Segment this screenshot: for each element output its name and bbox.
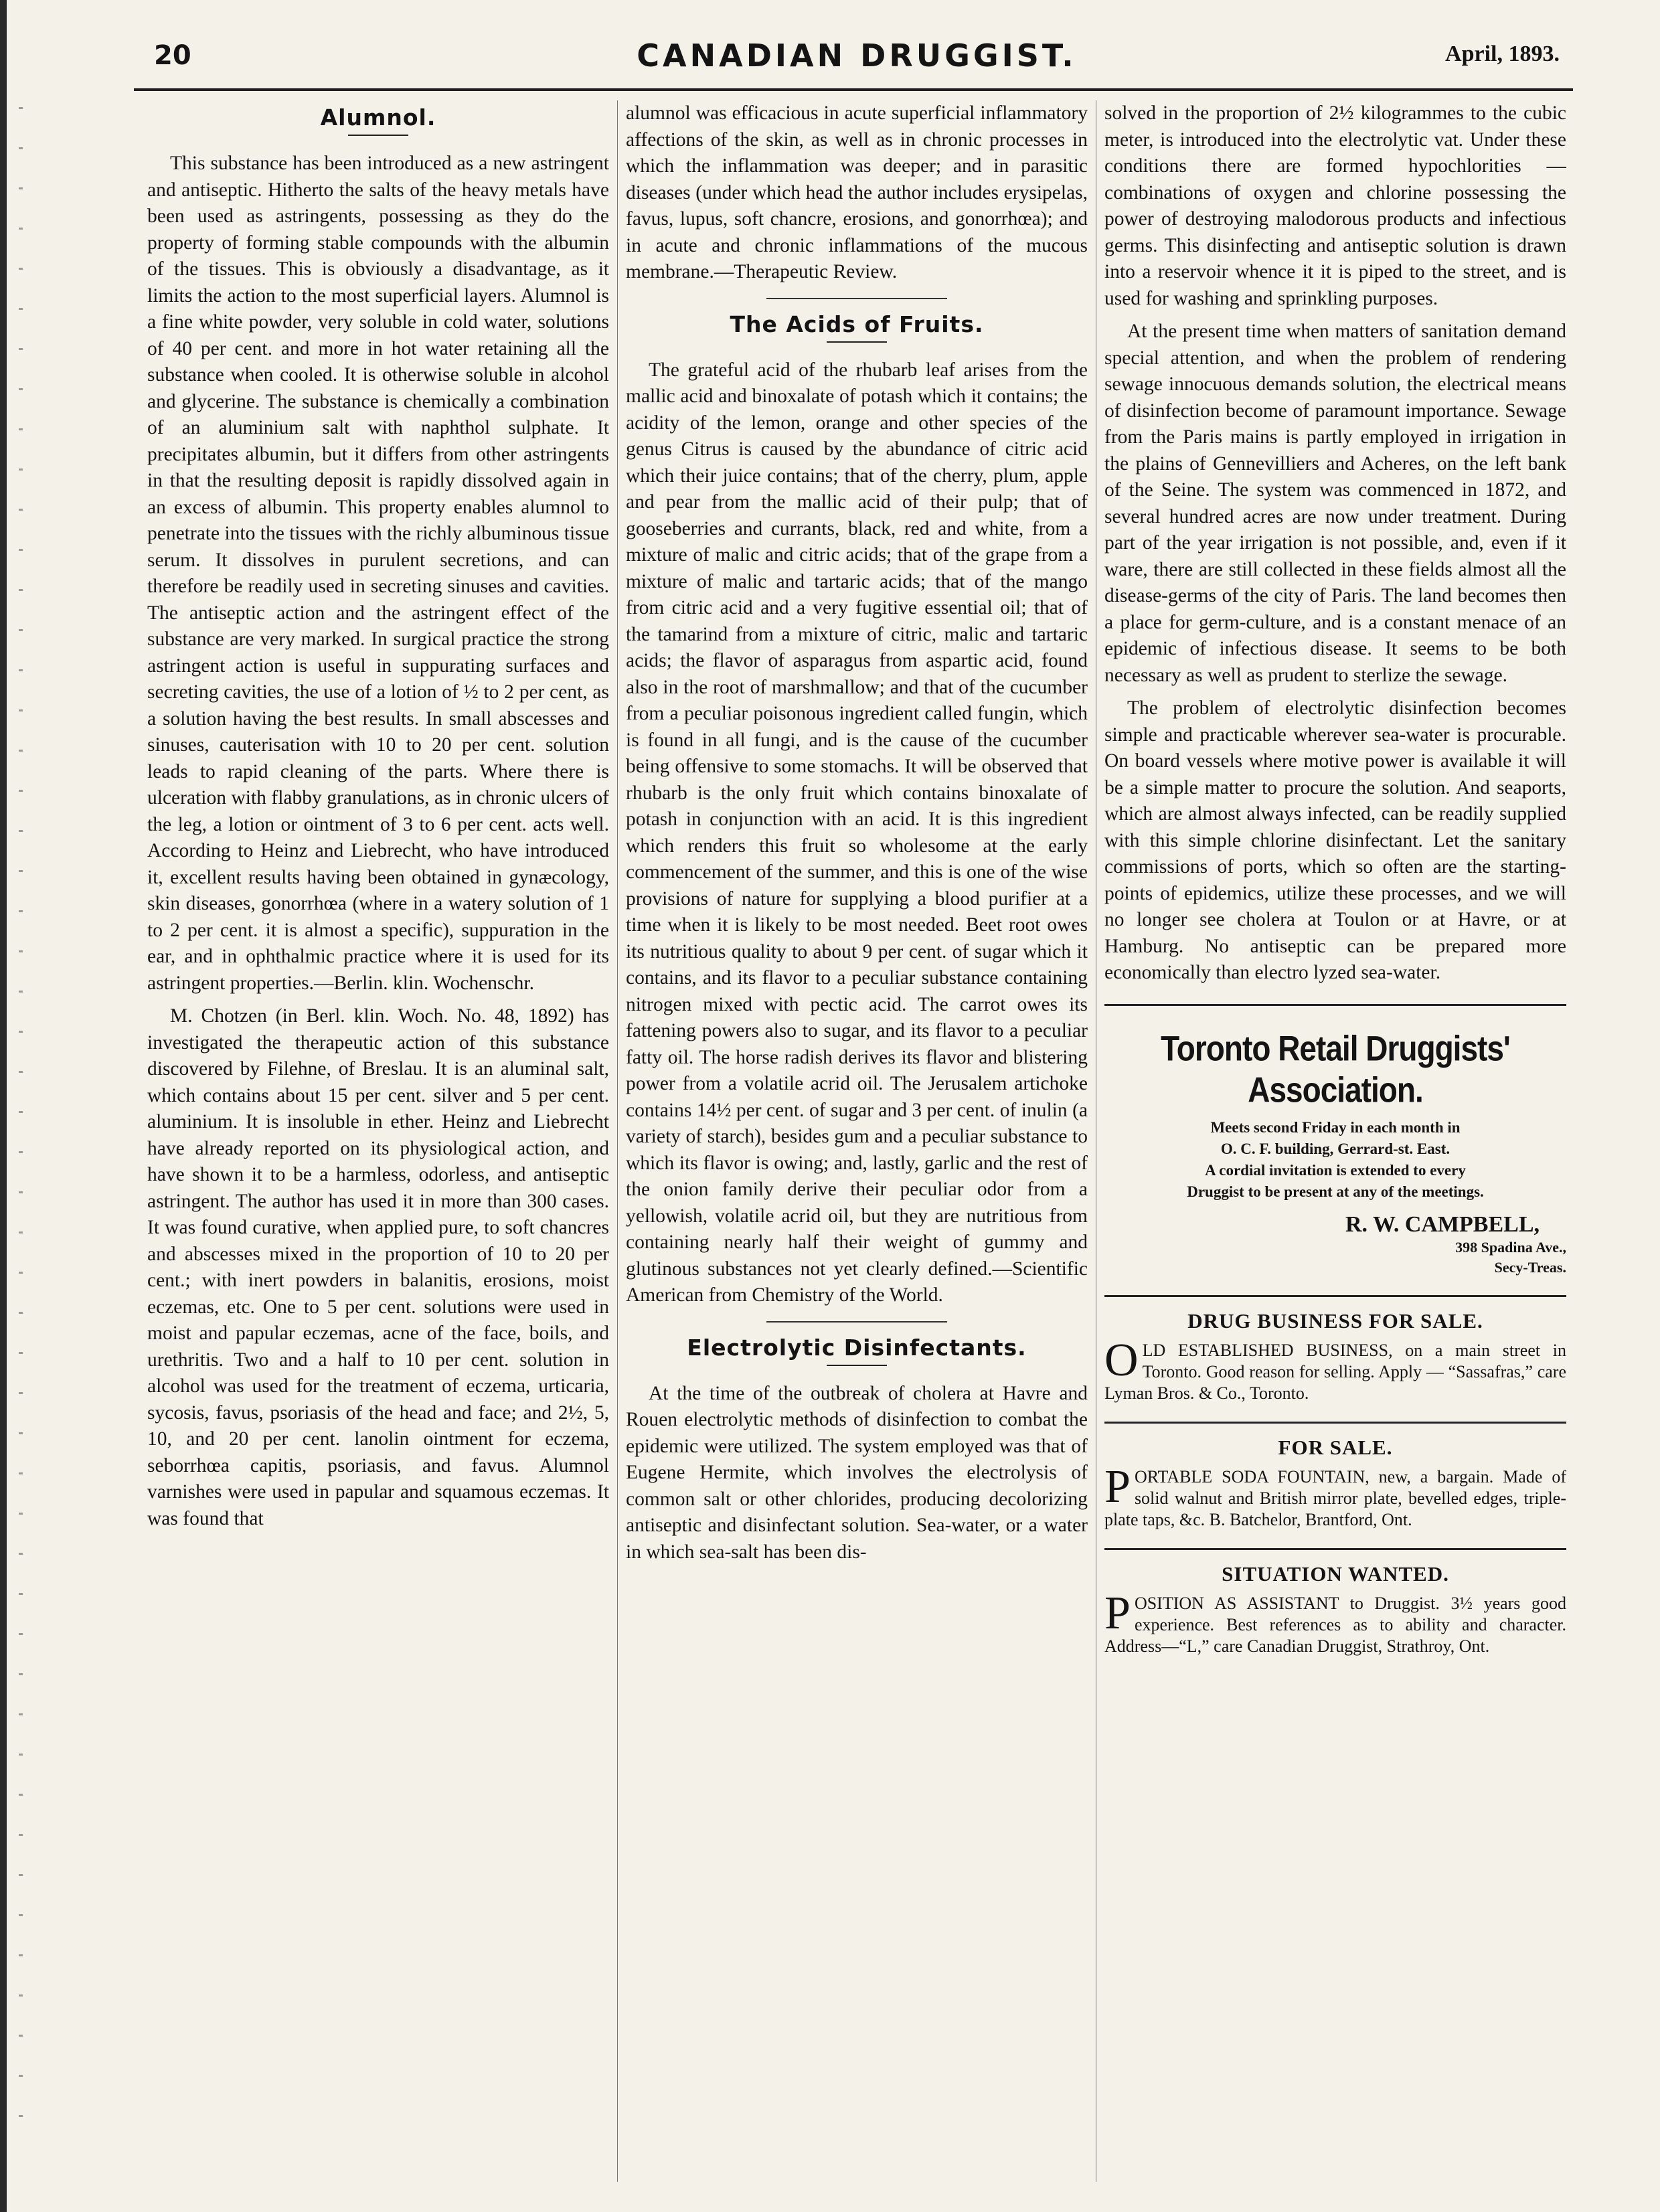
electrolytic-paragraph: At the time of the outbreak of cholera at Havre and Rouen electrolytic methods of disinfection to combat the epidemic were utilized. The system employed was that of Eugene Hermite, which involves the electrolysis of common salt or other chlorides, producing decolorizing antiseptic and disinfectant solution. Sea-water, or a water in which sea-salt has been dis- [626, 1382, 1088, 1563]
article-heading-electrolytic: Electrolytic Disinfectants. [687, 1334, 1027, 1361]
section-separator [766, 298, 947, 299]
alumnol-paragraph-2: M. Chotzen (in Berl. klin. Woch. No. 48, 1892) has investigated the therapeutic action of this substance discovered by Filehne, of Breslau. It is an aluminal salt, which contains about 15 per cent. silver and 5 per cent. aluminium. It is insoluble in ether. Heinz and Liebrecht have already reported on its physiological action, and have shown it to be a harmless, odorless, and antiseptic astringent. The author has used it in more than 300 cases. It was found curative, when applied pure, to soft chancres and abscesses mixed in the proportion of 10 to 20 per cent.; with inert powders in balanitis, erosions, moist eczemas, etc. One to 5 per cent. solutions were used in moist and papular eczemas, acne of the face, boils, and urethritis. Two and a half to 10 per cent. solution in alcohol was used for the treatment of eczema, urticaria, sycosis, favus, psoriasis of the head and face; and 2½, 5, 10, and 20 per cent. lanolin ointment for eczema, seborrhœa capitis, psoriasis, and favus. Alumnol varnishes were used in papular and squamous eczemas. It was found that [147, 1005, 609, 1529]
column-divider [617, 100, 618, 2182]
journal-title: CANADIAN DRUGGIST. [637, 37, 1077, 74]
association-line-1: Meets second Friday in each month in [1210, 1118, 1461, 1136]
margin-marks [19, 107, 23, 2148]
electrolytic-continuation: solved in the proportion of 2½ kilogrammes to the cubic meter, is introduced into the electrolytic vat. Under these conditions there are formed hypochlorities —combinations of oxygen and chlorine possessing the power of destroying malodorous products and infectious germs. This disinfecting and antiseptic solution is drawn into a reservoir whence it it is piped to the street, and is used for washing and sprinkling purposes. [1104, 102, 1566, 309]
electrolytic-paragraph-3: The problem of electrolytic disinfection becomes simple and practicable wherever sea-water is procurable. On board vessels where motive power is available it will be a simple matter to procure the solution. And seaports, which are almost always infected, can be readily supplied with this simple chlorine disinfectant. Let the sanitary commissions of ports, which so often are the starting-points of epidemics, utilize these processes, and we will no longer see cholera at Toulon or at Havre, or at Hamburg. No antiseptic can be prepared more economically than electro lyzed sea-water. [1104, 697, 1566, 983]
drop-cap: P [1104, 1587, 1131, 1639]
drug-business-ad-text: LD ESTABLISHED BUSINESS, on a main street in Toronto. Good reason for selling. Apply — “Sassafras,” care Lyman Bros. & Co., Toronto. [1104, 1340, 1566, 1403]
ad-divider [1104, 1295, 1566, 1297]
heading-rule [827, 1365, 887, 1366]
column-3 [1104, 100, 1566, 2185]
electrolytic-paragraph-2: At the present time when matters of sanitation demand special attention, and when the problem of rendering sewage innocuous demands solution, the electrical means of disinfection become of paramount importance. Sewage from the Paris mains is partly employed in irrigation in the plains of Gennevilliers and Acheres, on the left bank of the Seine. The system was commenced in 1872, and several hundred acres are now under treatment. During part of the year irrigation is not possible, and, even if it ware, there are still collected in these fields almost all the disease-germs of the city of Paris. The land becomes then a place for germ-culture, and is a constant menace of an epidemic of infectious disease. It seems to be both necessary as well as prudent to sterlize the sewage. [1104, 321, 1566, 686]
ad-divider [1104, 1548, 1566, 1550]
drug-business-ad-heading: DRUG BUSINESS FOR SALE. [1187, 1308, 1483, 1333]
binding-edge [0, 0, 7, 2212]
drug-business-ad-body [1104, 1334, 1566, 1404]
association-ad-title: Toronto Retail Druggists' Association. [1161, 1027, 1510, 1110]
drop-cap: O [1104, 1334, 1139, 1386]
for-sale-ad-body [1104, 1460, 1566, 1531]
header-rule [134, 88, 1573, 91]
page-header [154, 35, 1560, 82]
ad-divider [1104, 1422, 1566, 1424]
association-line-4: Druggist to be present at any of the meetings. [1187, 1183, 1484, 1200]
situation-ad-heading: SITUATION WANTED. [1222, 1561, 1449, 1586]
fruit-acids-paragraph: The grateful acid of the rhubarb leaf arises from the mallic acid and binoxalate of potash which it contains; the acidity of the lemon, orange and other species of the genus Citrus is caused by the abundance of citric acid which their juice contains; that of the cherry, plum, apple and pear from the mallic acid of their pulp; that of gooseberries and currants, black, red and white, from a mixture of malic and citric acids; that of the grape from a mixture of malic and tartaric acids; that of the mango from citric acid and a very fugitive essential oil; that of the tamarind from a mixture of citric, malic and tartaric acids; the flavor of asparagus from aspartic acid, found also in the root of marshmallow; and that of the cucumber from a peculiar poisonous ingredient called fungin, which is found in all fungi, and is the cause of the cucumber being offensive to some stomachs. It will be observed that rhubarb is the only fruit which contains binoxalate of potash in conjunction with an acid. It is this ingredient which renders this fruit so wholesome at the early commencement of the summer, and this is one of the wise provisions of nature for supplying a blood purifier at a time when it is likely to be most needed. Beet root owes its nutritious quality to about 9 per cent. of sugar which it contains, and its flavor to a peculiar substance containing nitrogen mixed with pectic acid. The carrot owes its fattening powers also to sugar, and its flavor to a peculiar fatty oil. The horse radish derives its flavor and blistering power from a volatile acrid oil. The Jerusalem artichoke contains 14½ per cent. of sugar and 3 per cent. of inulin (a variety of starch), besides gum and a peculiar substance to which its flavor is owing; and, lastly, garlic and the rest of the onion family derive their peculiar odor from a yellowish, volatile acrid oil, but they are nutritious from containing nearly half their weight of gummy and glutinous substances not yet clearly defined.—Scientific American from Chemistry of the World. [626, 359, 1088, 1306]
for-sale-ad-text: ORTABLE SODA FOUNTAIN, new, a bargain. Made of solid walnut and British mirror plate, bevelled edges, triple-plate taps, &c. B. Batchelor, Brantford, Ont. [1104, 1466, 1566, 1529]
association-role: Secy-Treas. [1494, 1258, 1566, 1276]
association-line-2: O. C. F. building, Gerrard-st. East. [1220, 1140, 1450, 1157]
situation-ad-text: OSITION AS ASSISTANT to Druggist. 3½ years good experience. Best references as to ability and character. Address—“L,” care Canadian Druggist, Strathroy, Ont. [1104, 1593, 1566, 1656]
article-heading-alumnol: Alumnol. [320, 104, 436, 131]
for-sale-ad-heading: FOR SALE. [1278, 1435, 1393, 1459]
section-separator [766, 1321, 947, 1323]
alumnol-continuation: alumnol was efficacious in acute superficial inflammatory affections of the skin, as well as in chronic processes in which the inflammation was deeper; and in parasitic diseases (under which head the author includes erysipelas, favus, lupus, soft chancre, erosions, and gonorrhœa); and in acute and chronic inflammations of the mucous membrane.—Therapeutic Review. [626, 102, 1088, 282]
situation-ad-body [1104, 1587, 1566, 1657]
alumnol-paragraph-1: This substance has been introduced as a new astringent and antiseptic. Hitherto the salts of the heavy metals have been used as astringents, possessing as they do the property of forming stable compounds with the albumin of the tissues. This is obviously a disadvantage, as it limits the action to the most superficial layers. Alumnol is a fine white powder, very soluble in cold water, solutions of 40 per cent. and more in hot water retaining all the substance when cooled. It is otherwise soluble in alcohol and glycerine. The substance is chemically a combination of an aluminium salt with naphthol sulphate. It precipitates albumin, but it differs from other astringents in that the resulting deposit is rapidly dissolved again in an excess of albumin. This property enables alumnol to penetrate into the tissues with the richly albuminous tissue serum. It dissolves in purulent secretions, and can therefore be readily used in secreting sinuses and cavities. The antiseptic action and the astringent effect of the substance are very marked. In surgical practice the strong astringent action is useful in suppurating surfaces and secreting cavities, the use of a lotion of ½ to 2 per cent, as a solution having the best results. In small abscesses and sinuses, cauterisation with 10 to 20 per cent. solution leads to rapid cleaning of the parts. Where there is ulceration with flabby granulations, as in chronic ulcers of the leg, a lotion or ointment of 3 to 6 per cent. acts well. According to Heinz and Liebrecht, who have introduced it, excellent results having been obtained in gynæcology, skin diseases, gonorrhœa (where in a watery solution of 1 to 2 per cent. it is almost a specific), suppuration in the ear, and in ophthalmic practice where it is used for its astringent properties.—Berlin. klin. Wochenschr. [147, 153, 609, 994]
heading-rule [348, 135, 408, 136]
column-2 [626, 100, 1088, 2185]
association-ad-details [1104, 1117, 1566, 1203]
association-signatory: R. W. CAMPBELL, [1345, 1211, 1540, 1237]
drop-cap: P [1104, 1460, 1131, 1513]
association-line-3: A cordial invitation is extended to every [1205, 1161, 1466, 1179]
article-heading-fruit-acids: The Acids of Fruits. [730, 311, 984, 337]
page-number: 20 [154, 40, 191, 71]
heading-rule [827, 341, 887, 343]
issue-date: April, 1893. [1445, 41, 1560, 66]
ad-divider [1104, 1004, 1566, 1006]
column-1 [147, 100, 609, 2185]
association-address: 398 Spadina Ave., [1455, 1238, 1566, 1256]
